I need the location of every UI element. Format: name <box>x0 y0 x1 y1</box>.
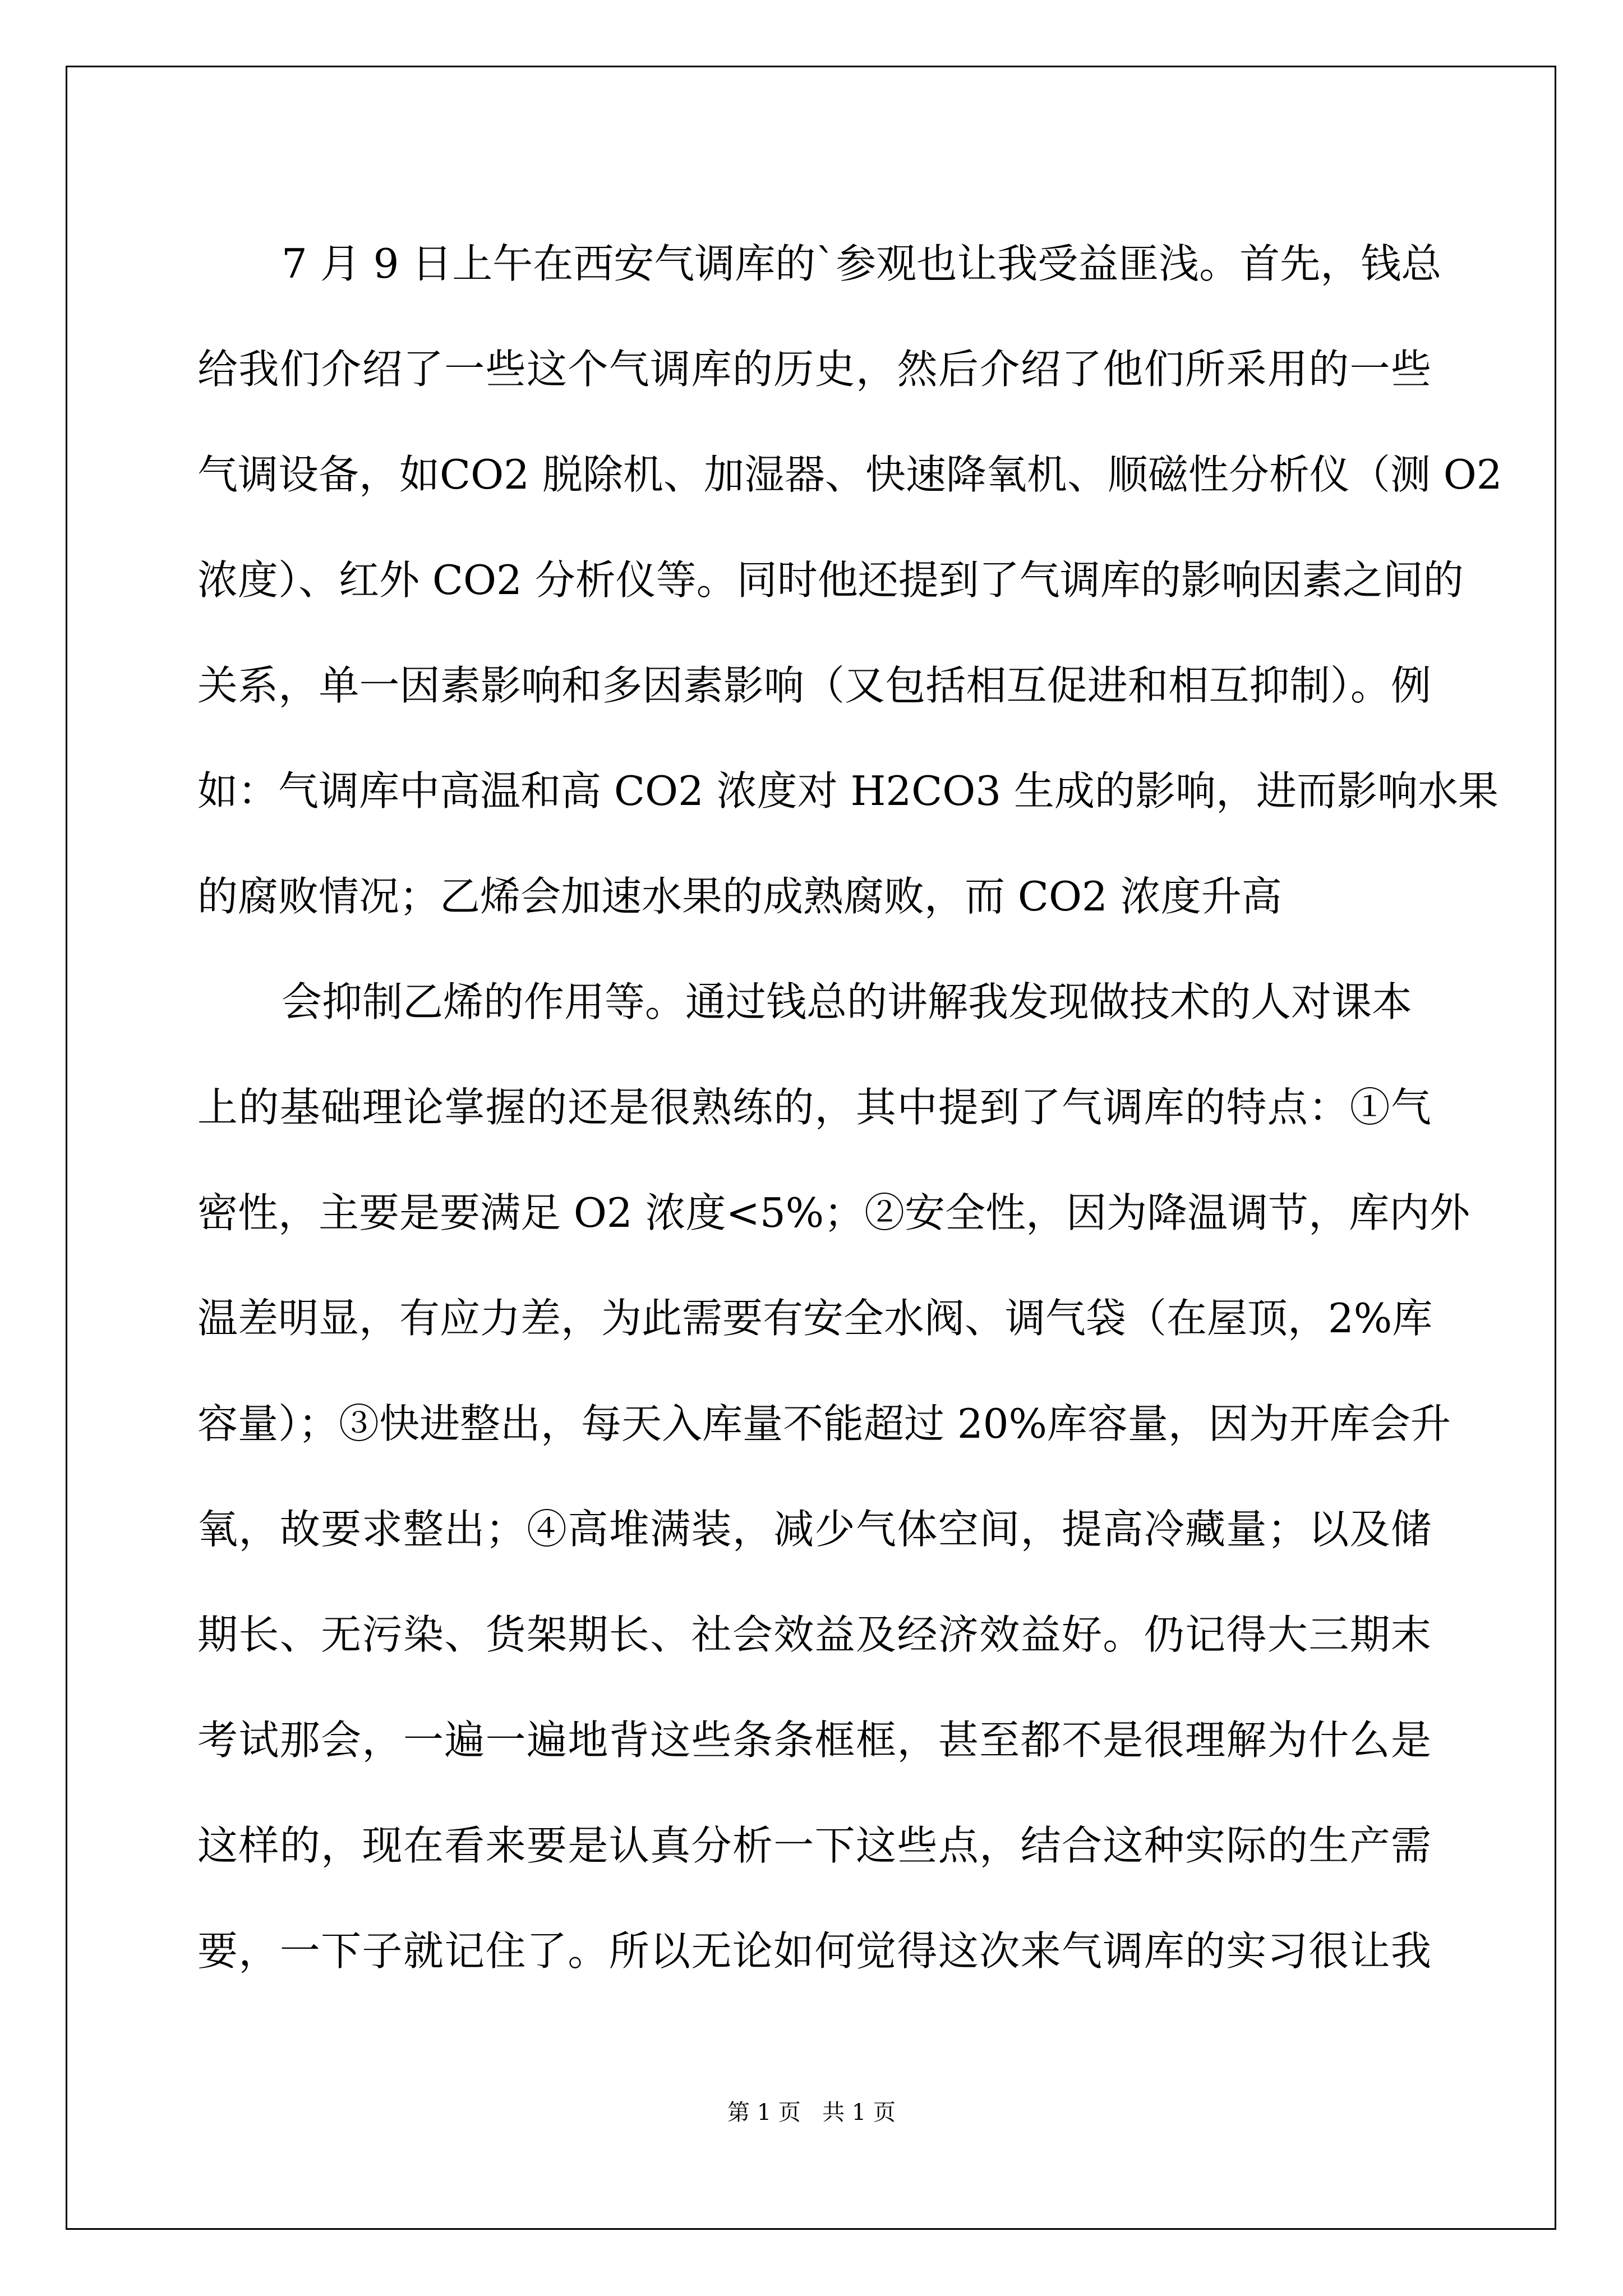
paragraph-line: 密性，主要是要满足 O2 浓度<5%；②安全性，因为降温调节，库内外 <box>197 1189 1470 1236</box>
paragraph-line: 要，一下子就记住了。所以无论如何觉得这次来气调库的实习很让我 <box>197 1927 1431 1975</box>
paragraph-line: 上的基础理论掌握的还是很熟练的，其中提到了气调库的特点：①气 <box>197 1084 1431 1131</box>
paragraph-1 <box>197 211 1502 949</box>
paragraph-line: 7 月 9 日上午在西安气调库的`参观也让我受益匪浅。首先，钱总 <box>282 240 1442 287</box>
paragraph-2 <box>197 949 1470 2004</box>
paragraph-line: 温差明显，有应力差，为此需要有安全水阀、调气袋（在屋顶，2%库 <box>197 1295 1433 1342</box>
paragraph-line: 这样的，现在看来要是认真分析一下这些点，结合这种实际的生产需 <box>197 1822 1431 1869</box>
paragraph-line: 如：气调库中高温和高 CO2 浓度对 H2CO3 生成的影响，进而影响水果 <box>197 767 1498 815</box>
paragraph-line: 期长、无污染、货架期长、社会效益及经济效益好。仍记得大三期末 <box>197 1611 1431 1658</box>
paragraph-line: 关系，单一因素影响和多因素影响（又包括相互促进和相互抑制）。例 <box>197 662 1431 709</box>
paragraph-line: 浓度）、红外 CO2 分析仪等。同时他还提到了气调库的影响因素之间的 <box>197 556 1464 604</box>
paragraph-line: 会抑制乙烯的作用等。通过钱总的讲解我发现做技术的人对课本 <box>282 978 1413 1025</box>
paragraph-line: 的腐败情况；乙烯会加速水果的成熟腐败，而 CO2 浓度升高 <box>197 873 1282 920</box>
document-body <box>197 211 1502 2004</box>
paragraph-line: 容量）；③快进整出，每天入库量不能超过 20%库容量，因为开库会升 <box>197 1400 1451 1447</box>
paragraph-line: 气调设备，如CO2 脱除机、加湿器、快速降氧机、顺磁性分析仪（测 O2 <box>197 451 1502 498</box>
page-number-footer: 第 1 页 共 1 页 <box>727 2100 896 2125</box>
paragraph-line: 考试那会，一遍一遍地背这些条条框框，甚至都不是很理解为什么是 <box>197 1717 1431 1764</box>
paragraph-line: 氧，故要求整出；④高堆满装，减少气体空间，提高冷藏量；以及储 <box>197 1506 1431 1553</box>
paragraph-line: 给我们介绍了一些这个气调库的历史，然后介绍了他们所采用的一些 <box>197 346 1431 393</box>
